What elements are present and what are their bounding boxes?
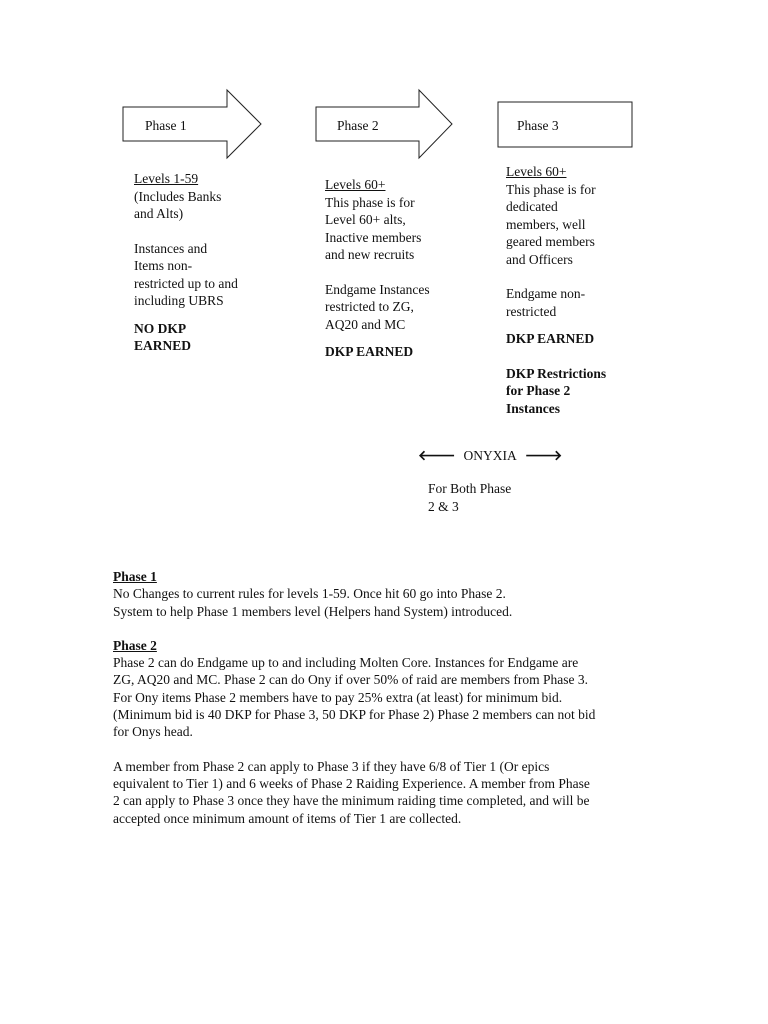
phase3-line: and Officers [506,251,573,267]
onyxia-row [418,447,562,465]
phase2-section-line: A member from Phase 2 can apply to Phase 3 if they have 6/8 of Tier 1 (Or epics [113,758,550,774]
phase3-dkp-restriction: Instances [506,400,561,416]
phase1-arrow [123,90,261,158]
phase3-line: geared members [506,234,595,249]
phase1-heading: Levels 1-59 [134,171,199,186]
phase2-line: Inactive members [325,229,422,245]
phase3-line: This phase is for [506,181,596,197]
phase3-dkp: DKP EARNED [506,331,595,346]
phase3-line: dedicated [506,199,558,214]
phase3-line: restricted [506,303,557,319]
phase1-label: Phase 1 [145,118,187,133]
phase1-line: Items non- [134,258,193,273]
phase2-heading: Levels 60+ [325,177,386,192]
phase1-dkp: NO DKP [134,320,187,336]
phase2-section-line: ZG, AQ20 and MC. Phase 2 can do Ony if over 50% of raid are members from Phase 3. [113,672,589,688]
phase2-section-line: accepted once minimum amount of items of Tier 1 are collected. [113,810,462,826]
phase2-section-line: for Onys head. [113,724,193,740]
body-section [113,568,673,827]
phase2-line: Endgame Instances [325,281,430,297]
phase3-heading: Levels 60+ [506,164,567,179]
onyxia-note-line: 2 & 3 [428,498,459,514]
phase3-line: members, well [506,216,586,232]
phase1-line: Instances and [134,240,208,256]
phase3-dkp-restriction: for Phase 2 [506,383,571,398]
phase3-label: Phase 3 [517,118,559,133]
onyxia-label: ONYXIA [463,448,517,463]
phase2-section-line: Phase 2 can do Endgame up to and including Molten Core. Instances for Endgame are [113,655,579,671]
phase2-section-line: equivalent to Tier 1) and 6 weeks of Phase 2 Raiding Experience. A member from Phase [113,775,590,791]
phase3-line: Endgame non- [506,286,586,301]
phase3-column [506,163,676,417]
arrow-right-icon: 🡒 [524,449,563,464]
arrow-left-icon: 🡐 [418,449,456,464]
phase2-line: and new recruits [325,247,415,262]
phase1-line: and Alts) [134,206,184,221]
phase2-dkp: DKP EARNED [325,344,414,359]
phase1-column [134,170,294,355]
phase2-line: restricted to ZG, [325,299,414,314]
phase1-section-title: Phase 1 [113,569,157,584]
phase1-line: (Includes Banks [134,188,222,204]
phase2-section-title: Phase 2 [113,637,157,653]
phase-shapes [0,0,768,160]
phase1-line: including UBRS [134,293,224,308]
phase3-dkp-restriction: DKP Restrictions [506,365,607,381]
phase2-line: This phase is for [325,194,415,210]
phase2-section-line: (Minimum bid is 40 DKP for Phase 3, 50 DKP for Phase 2) Phase 2 members can not bid [113,707,596,723]
phase2-column [325,176,485,361]
phase1-dkp: EARNED [134,338,192,353]
phase1-line: restricted up to and [134,275,238,291]
onyxia-note [428,480,568,515]
phase2-line: Level 60+ alts, [325,212,406,227]
onyxia-note-line: For Both Phase [428,481,512,496]
phase2-label: Phase 2 [337,118,379,133]
phase2-section-line: 2 can apply to Phase 3 once they have the minimum raiding time completed, and will be [113,793,590,809]
phase2-section-line: For Ony items Phase 2 members have to pay 25% extra (at least) for minimum bid. [113,689,563,705]
phase1-section-line: No Changes to current rules for levels 1-59. Once hit 60 go into Phase 2. [113,586,506,602]
phase2-line: AQ20 and MC [325,316,406,332]
phase1-section-line: System to help Phase 1 members level (Helpers hand System) introduced. [113,603,513,619]
